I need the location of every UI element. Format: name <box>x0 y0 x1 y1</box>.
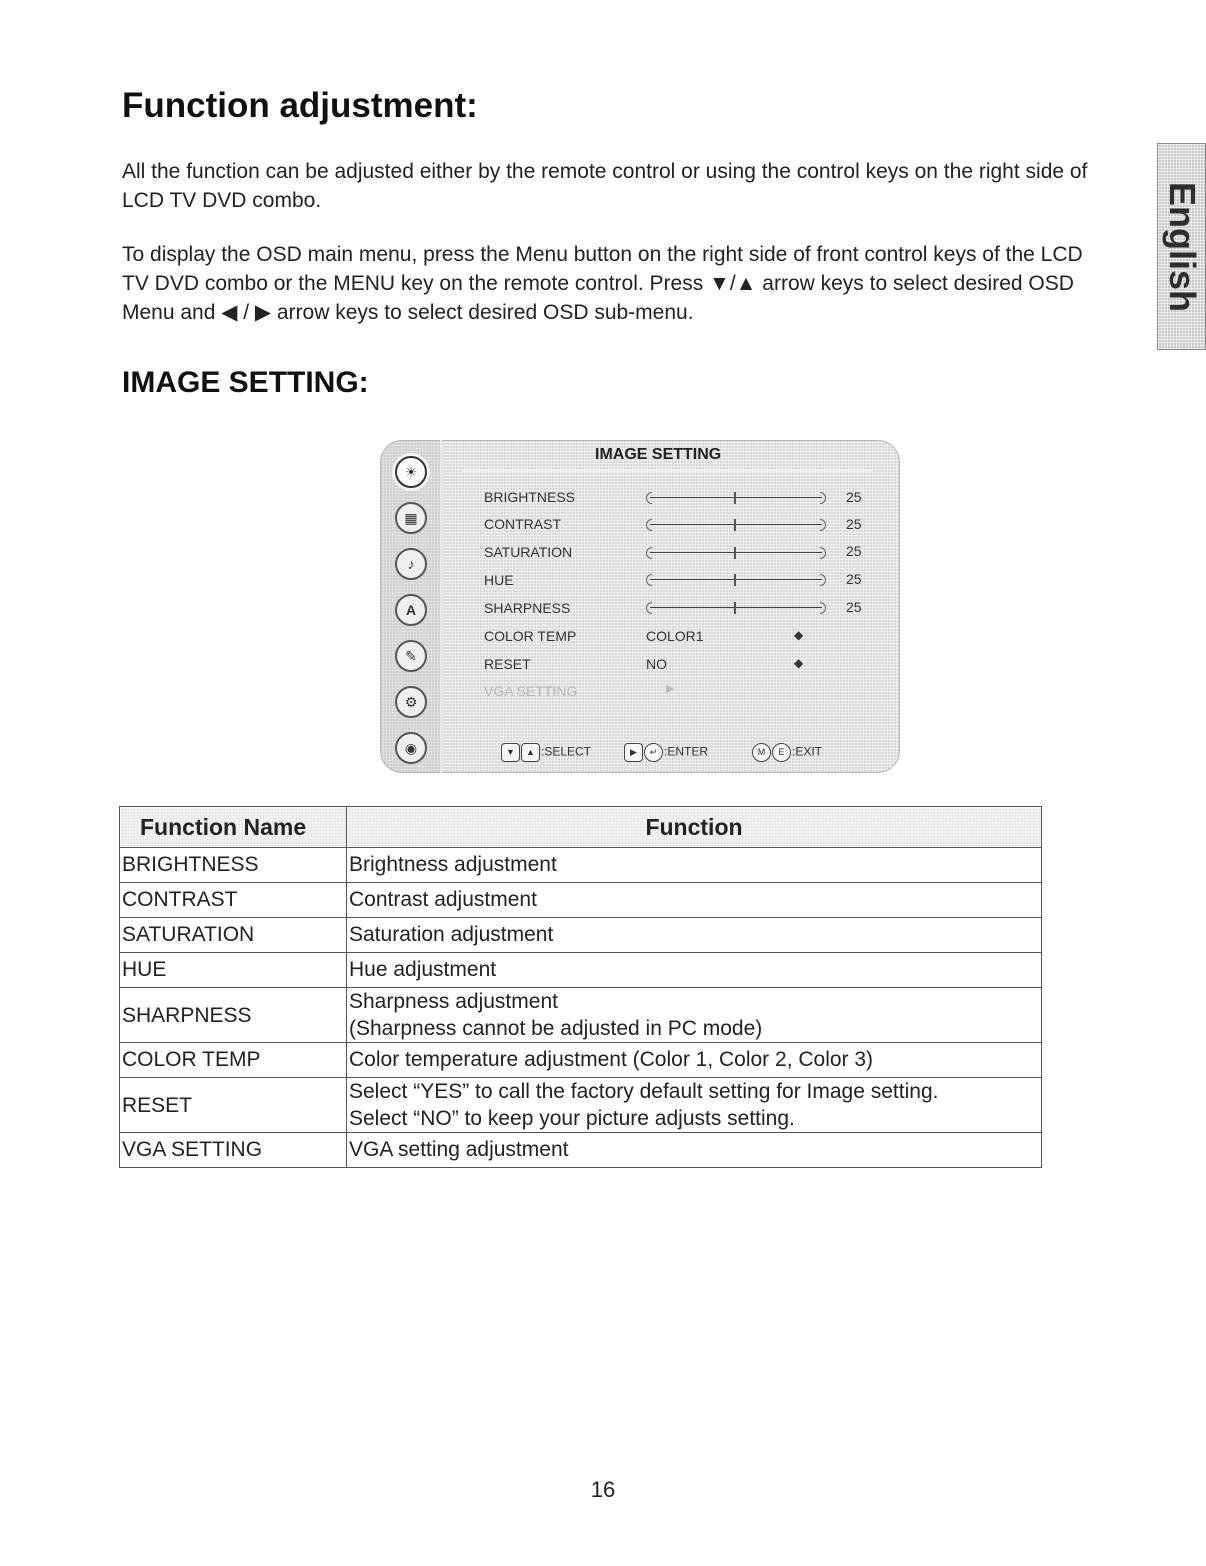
audio-icon: ♪ <box>395 548 427 580</box>
osd-item-brightness: BRIGHTNESS <box>484 489 576 505</box>
dvd-icon: ◉ <box>395 732 427 764</box>
function-cell: Brightness adjustment <box>347 848 1042 883</box>
vga-setting-arrow-icon: ▶ <box>666 683 675 695</box>
osd-item-contrast: CONTRAST <box>484 516 561 532</box>
function-name-header: Function Name <box>120 807 347 848</box>
screen-icon: ▦ <box>395 502 427 534</box>
function-cell: Color temperature adjustment (Color 1, Color 2, Color 3) <box>347 1043 1042 1078</box>
function-line: Select “YES” to call the factory default setting for Image setting. <box>349 1080 939 1103</box>
contrast-slider <box>650 519 822 531</box>
table-row <box>120 883 1042 918</box>
function-name-cell: COLOR TEMP <box>120 1043 347 1078</box>
color-temp-updown-icon: ◆ <box>794 628 804 642</box>
table-row <box>120 1043 1042 1078</box>
saturation-value: 25 <box>846 543 862 559</box>
function-name-cell: VGA SETTING <box>120 1133 347 1168</box>
osd-item-color-temp: COLOR TEMP <box>484 628 577 644</box>
function-name-cell: CONTRAST <box>120 883 347 918</box>
brightness-slider <box>650 492 822 504</box>
image-setting-icon: ☀ <box>395 456 427 488</box>
function-header: Function <box>347 807 1042 848</box>
function-cell <box>347 988 1042 1043</box>
function-name-cell: RESET <box>120 1078 347 1133</box>
function-cell: VGA setting adjustment <box>347 1133 1042 1168</box>
osd-footer-exit <box>752 743 822 762</box>
intro-paragraph: All the function can be adjusted either by the remote control or using the control keys on the right side of LCD TV DVD combo. <box>122 160 1088 212</box>
osd-instructions-paragraph: To display the OSD main menu, press the Menu button on the right side of front control keys of the LCD TV DVD combo or the MENU key on the remote control. Press ▼/▲ arrow keys to select desired OSD Menu and ◀ / ▶ arrow keys to select desired OSD sub-menu. <box>122 243 1083 324</box>
parental-icon: ⚙ <box>395 686 427 718</box>
enter-hint: :ENTER <box>664 744 709 759</box>
function-cell <box>347 1078 1042 1133</box>
function-table <box>119 806 1042 1168</box>
osd-item-hue: HUE <box>484 572 514 588</box>
function-name-cell: HUE <box>120 953 347 988</box>
setup-icon: ✎ <box>395 640 427 672</box>
function-cell: Hue adjustment <box>347 953 1042 988</box>
table-row <box>120 1133 1042 1168</box>
table-row <box>120 1078 1042 1133</box>
osd-menu-screenshot <box>380 440 900 773</box>
sharpness-slider <box>650 602 822 614</box>
table-row <box>120 953 1042 988</box>
function-line: Sharpness adjustment <box>349 990 558 1013</box>
up-key-icon: ▲ <box>521 743 540 762</box>
function-line: (Sharpness cannot be adjusted in PC mode) <box>349 1017 763 1040</box>
page-heading: Function adjustment: <box>122 86 478 125</box>
color-temp-value: COLOR1 <box>646 628 704 644</box>
function-line: Select “NO” to keep your picture adjusts setting. <box>349 1107 795 1130</box>
osd-item-reset: RESET <box>484 656 531 672</box>
osd-item-sharpness: SHARPNESS <box>484 600 571 616</box>
tv-icon: A <box>395 594 427 626</box>
enter-key-icon: ↵ <box>644 743 663 762</box>
osd-footer-select <box>501 743 591 762</box>
down-key-icon: ▼ <box>501 743 520 762</box>
function-name-cell: SHARPNESS <box>120 988 347 1043</box>
exit-hint: :EXIT <box>792 744 823 759</box>
saturation-slider <box>650 547 822 559</box>
reset-updown-icon: ◆ <box>794 656 804 670</box>
hue-value: 25 <box>846 571 862 587</box>
language-tab <box>1157 143 1206 350</box>
osd-footer-enter <box>624 743 708 762</box>
osd-menu-sidebar <box>380 440 442 773</box>
table-row <box>120 848 1042 883</box>
table-row <box>120 918 1042 953</box>
function-cell: Saturation adjustment <box>347 918 1042 953</box>
right-key-icon: ▶ <box>624 743 643 762</box>
contrast-value: 25 <box>846 516 862 532</box>
osd-menu-title: IMAGE SETTING <box>595 446 722 463</box>
exit-key-icon: E <box>772 743 791 762</box>
function-cell: Contrast adjustment <box>347 883 1042 918</box>
language-tab-label: English <box>1161 181 1203 312</box>
function-name-cell: BRIGHTNESS <box>120 848 347 883</box>
table-row <box>120 988 1042 1043</box>
section-heading: IMAGE SETTING: <box>122 366 369 399</box>
function-name-cell: SATURATION <box>120 918 347 953</box>
osd-item-saturation: SATURATION <box>484 544 573 560</box>
menu-key-icon: M <box>752 743 771 762</box>
reset-value: NO <box>646 656 667 672</box>
osd-title-divider <box>462 470 872 472</box>
table-header-row <box>120 807 1042 848</box>
select-hint: :SELECT <box>541 744 592 759</box>
sharpness-value: 25 <box>846 599 862 615</box>
osd-item-vga-setting: VGA SETTING <box>484 683 578 699</box>
hue-slider <box>650 574 822 586</box>
page-number: 16 <box>590 1477 616 1502</box>
brightness-value: 25 <box>846 489 862 505</box>
